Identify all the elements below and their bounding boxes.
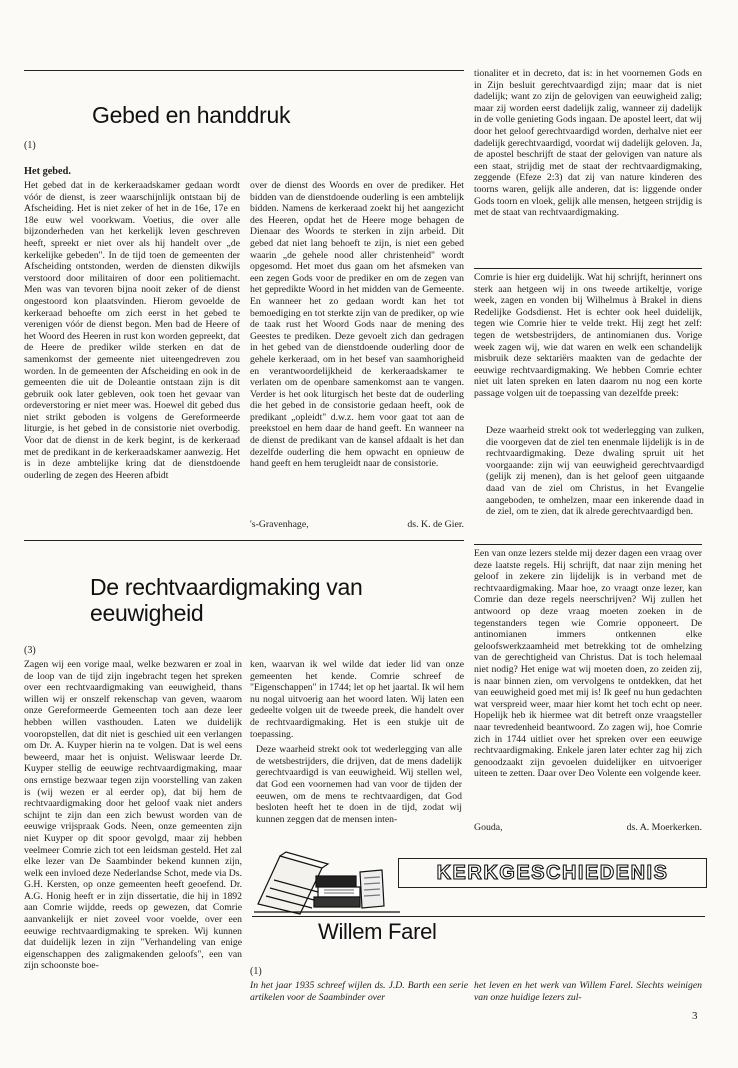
top-rule <box>24 70 464 71</box>
article1-subhead: Het gebed. <box>24 166 71 177</box>
article2-column-2-text: ken, waarvan ik wel wilde dat ieder lid van onze gemeenten het kende. Comrie schreef de "Eigenschappen" in 1744; let op het jaartal. Ik wil hem nu nogal uitvoerig aan het woord laten. Wij laten een gedeelte volgen uit de tweede preek, die handelt over de rechtvaardigmaking. Het is een stukje uit de toepassing. <box>250 659 464 740</box>
article3-title: Willem Farel <box>318 919 437 944</box>
article2-quote-1: Deze waarheid strekt ook tot wederlegging van alle de wetsbestrijders, die drijven, dat de mens dadelijk gerechtvaardigd is van eeuwigheid. Wij stellen wel, dat God een voornemen had van voor de tijden der eeuwen, om de mens te rechtvaardigen, dat God besloten heeft het te doen in de tijd, zodat wij kunnen zeggen dat de mensen inten- <box>256 744 462 825</box>
bottom-rule <box>252 916 705 917</box>
article1-title: Gebed en handdruk <box>92 102 291 128</box>
article1-part: (1) <box>24 140 36 151</box>
article2-column-3c: Een van onze lezers stelde mij dezer dagen een vraag over deze laatste regels. Hij schrijft, dat naar zijn mening het geloof in zekere zin lijdelijk is in verband met de rechtvaardigmaking. Maar hoe, zo vraagt onze lezer, kan Comrie dan deze regels neerschrijven? Wij zullen het antwoord op deze vraag moeten zoeken in de tegenstanders tegen wie Comrie opponeert. De antinomianen immers ontkennen elke geloofswerkzaamheid met betrekking tot de omhelzing van de gerechtigheid van Christus. Dat is toch helemaal niet nodig? Het enige wat wij moeten doen, zo zeiden zij, is naar binnen zien, om vervolgens te ontdekken, dat het van eeuwigheid goed met mij is! Ik geef nu hun gedachten wat verspreid weer, maar hier komt het toch echt op neer. Hopelijk heb ik hiermee wat dit betreft onze vraagsteller naar tevredenheid beantwoord. Zo zagen wij, hoe Comrie zich in 1744 uitliet over het spreken over een eeuwige rechtvaardigmaking. Enkele jaren later echter zag hij zich genoodzaakt zijn gevoelen duidelijker en uitvoeriger uiteen te zetten. Daar over Deo Volente een volgende keer. <box>474 548 702 780</box>
article1-author: ds. K. de Gier. <box>407 519 464 530</box>
article2-column-3b: Comrie is hier erg duidelijk. Wat hij schrijft, herinnert ons sterk aan hetgeen wij in ons tweede artikeltje, vorige week, zagen en vonden bij Wilhelmus à Brakel in diens Redelijke Godsdienst. Het is echter ook heel duidelijk, tegen wie Comrie hier te velde trekt. Hij zegt het zelf: tegen de wetsbestrijders, de antinomianen dus. Vorige week zagen wij, wie dat waren en welk een schandelijk misbruik deze sektariërs maakten van de gedachte der eeuwige rechtvaardigmaking. We hebben Comrie echter niet uit laten spreken en laten daarom nu nog een korte passage volgen uit de toepassing van dezelfde preek: <box>474 272 702 399</box>
article3-intro-left: In het jaar 1935 schreef wijlen ds. J.D. Barth een serie artikelen voor de Saambinder over <box>250 980 468 1003</box>
article1-column-2: over de dienst des Woords en over de prediker. Het bidden van de dienstdoende ouderling is een ambtelijk bidden. Namens de kerkeraad zoekt hij het aangezicht des Heeren, opdat het de Heere moge behagen de Dienaar des Woords te sterken in zijn arbeid. Dit gebed dat niet lang behoeft te zijn, is niet een gebed waarin „de gehele nood aller christenheid" wordt opgesomd. Het moet dus gaan om het afsmeken van een zegen Gods voor de prediker en om de zegen van het gepredikte Woord in het midden van de Gemeente. En wanneer het zo gedaan wordt kan het tot bemoediging en tot sterkte zijn van de prediker, op wie de taak rust het Woord Gods naar de mening des Geestes te prediken. Deze gevoelt zich dan gedragen in het gebed van de dienstdoende ouderling door de gehele kerkeraad, om in het besef van saamhorigheid en verantwoordelijkheid de kerkeraadskamer te verlaten om de openbare samenkomst aan te vangen. Verder is het ook liturgisch het beste dat de ouderling die het gebed in de consistorie gedaan heeft, ook de predikant „opleidt" d.w.z. hem voor gaat tot aan de preekstoel en hem daar de hand geeft. En wanneer na de dienst de predikant van de kansel afdaalt is het dan dezelfde ouderling die hem opwacht en opnieuw de hand geeft en hem terugleidt naar de consistorie. <box>250 180 464 470</box>
article2-signature <box>474 822 702 833</box>
article2-column-3a: tionaliter et in decreto, dat is: in het voornemen Gods en in Zijn besluit gerechtvaardigd zijn; maar dat is niet dadelijk; want zo zijn de gelovigen van eeuwigheid zalig; maar zij worden eerst dadelijk zalig, wanneer zij dadelijk in de volle genieting Gods ingaan. De apostel leert, dat wij door het geloof gerechtvaardigd worden, derhalve niet eer dadelijk gerechtvaardigd, voordat wij dadelijk geloven. Ja, de apostel beschrijft de staat der gelovigen van nature als een staat, strijdig met de staat der rechtvaardigmaking, zeggende (Efeze 2:3) dat zij van nature kinderen des toorns waren, gelijk alle anderen, dat is: liggende onder Gods toorn en vloek, gelijk alle mensen, hetgeen strijdig is met de staat van rechtvaardigmaking. <box>474 68 702 219</box>
article2-column-1: Zagen wij een vorige maal, welke bezwaren er zoal in de loop van de tijd zijn ingebracht tegen het spreken over een rechtvaardigmaking van eeuwigheid, thans willen wij er onszelf rekenschap van geven, waarom onze Gereformeerde Gemeenten toch aan deze leer hebben willen vasthouden. Laten we duidelijk vooropstellen, dat dit niet is geschied uit een verlangen om Dr. A. Kuyper hierin na te volgen. Dat is wel eens beweerd, maar het is onjuist. Weliswaar leerde Dr. Kuyper stellig de eeuwige rechtvaardigmaking, maar ons ernstige bezwaar tegen zijn voorstelling van zaken is (wij wezen er al eerder op), dat bij hem de rechtvaardigmaking door het geloof vaak niet anders schijnt te zijn dan een zich bewust worden van de eeuwige vrijspraak Gods. Neen, onze gemeenten zijn niet Kuyper op dit spoor gevolgd, maar zij hebben veelmeer Comrie zich tot een leidsman gesteld. Het zal elke lezer van De Saambinder bekend kunnen zijn, welk een invloed deze Nederlandse Schot, mede via Ds. G.H. Kersten, op onze gemeenten heeft geoefend. Dr. A.G. Honig heeft er in zijn dissertatie, die hij in 1892 aan Comrie wijdde, reeds op gewezen, dat Comrie aanvankelijk er niet zoveel voor voelde, over een eeuwige rechtvaardigmaking te spreken. Wij kunnen dat duidelijk lezen in zijn "Verhandeling van enige eigenschappen des zaligmakenden geloofs", een van zijn schoonste boe- <box>24 659 242 972</box>
article2-title: De rechtvaardigmaking van eeuwigheid <box>90 574 363 626</box>
article1-place: 's-Gravenhage, <box>250 519 309 530</box>
col3-rule-1 <box>474 268 702 269</box>
books-illustration <box>252 846 402 918</box>
kerkgeschiedenis-label: KERKGESCHIEDENIS <box>436 861 669 884</box>
article2-quote-2: Deze waarheid strekt ook tot wederlegging van zulken, die voorgeven dat de ziel ten enenmale lijdelijk is in de rechtvaardigmaking. Deze dwaling spruit uit het voorgaande: zijn wij van eeuwigheid gerechtvaardigd (gelijk zij menen), dan is het geloof geen uitgaande daad van de ziel om Christus, in het Evangelie aangeboden, te omhelzen, maar een inkerende daad in de ziel, om te zien, dat ik alrede gerechtvaardigd ben. <box>486 425 704 518</box>
article1-signature <box>250 519 464 530</box>
kerkgeschiedenis-banner <box>398 858 707 888</box>
article2-author: ds. A. Moerkerken. <box>626 822 702 833</box>
mid-rule <box>24 540 464 541</box>
page-number: 3 <box>692 1010 698 1022</box>
article2-part: (3) <box>24 645 36 656</box>
article3-part: (1) <box>250 966 262 977</box>
article1-column-1: Het gebed dat in de kerkeraadskamer gedaan wordt vóór de dienst, is zeer waarschijnlijk ontstaan bij de Afscheiding. Het is niet zeker of het in de 16e, 17e en 18e euw wel voorkwam. Voetius, die over alle bijzonderheden van het kerkelijk leven geschreven heeft, spreekt er niet over als hij handelt over „de kerkelijke gebeden". In de tijd toen de gemeenten der Afscheiding ontstonden, werden de diensten dikwijls verstoord door militairen of door een politiemacht. Men was van tevoren bijna nooit zeker of de dienst ongestoord kon plaatsvinden. Hierom gevoelde de kerkeraad behoefte om zich eerst in het gebed te verenigen vóór de dienst begon. Men bad de Heere of het Woord des Heeren in rust kon worden gepreekt, dat de Heere de prediker wilde sterken en dat de samenkomst der gemeente niet uiteengedreven zou worden. In de gemeenten der Afscheiding en ook in de gemeenten die uit de Doleantie ontstaan zijn is dit gebruik ook later gebleven, ook toen het gevaar van ordeverstoring er niet meer was. Hoewel dit gebed dus niet strikt geboden is volgens de Gereformeerde liturgie, is het gebed in de consistorie niet overbodig. Voor dat de dienst in de kerk begint, is de kerkeraad met de predikant in de kerkeraadskamer aanwezig. Het is in deze ambtelijke kring dat de dienstdoende ouderling de zegen des Heeren afbidt <box>24 180 240 481</box>
article3-intro-right: het leven en het werk van Willem Farel. Slechts weinigen van onze huidige lezers zul- <box>474 980 702 1003</box>
article2-place: Gouda, <box>474 822 503 833</box>
article2-column-2 <box>250 659 464 845</box>
col3-rule-2 <box>474 544 702 545</box>
